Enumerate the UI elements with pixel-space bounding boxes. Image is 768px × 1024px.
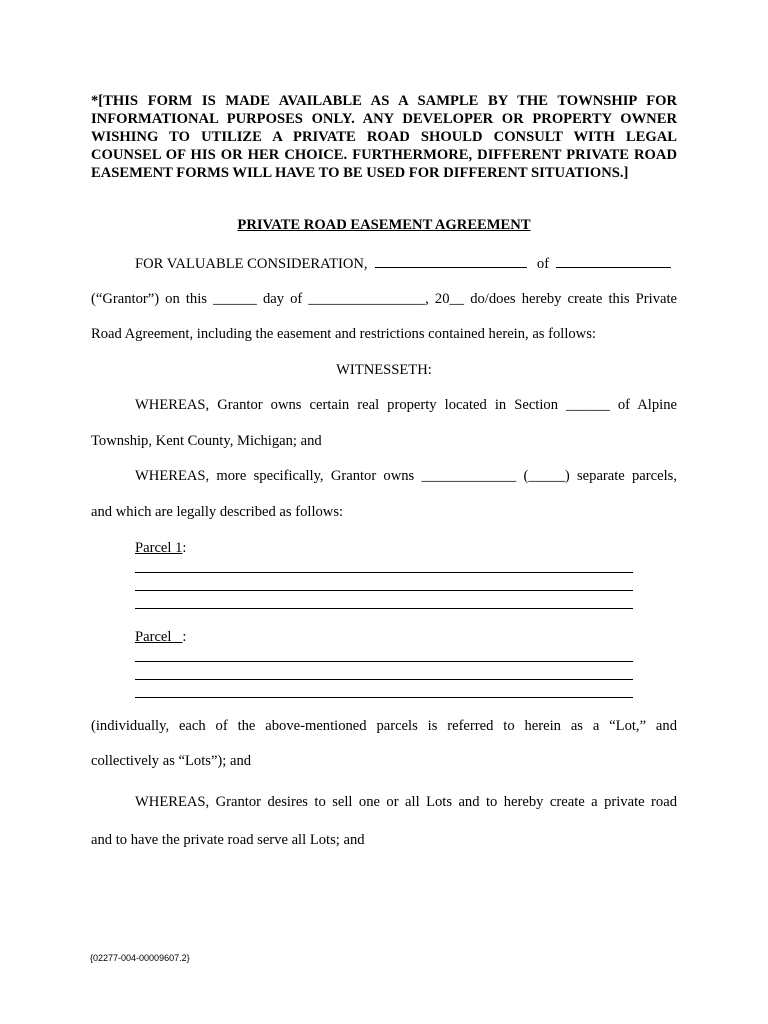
whereas-parcels-line-cont: and which are legally described as follows: — [91, 504, 344, 520]
parcel-2-label — [135, 629, 186, 646]
grantor-address-blank — [556, 255, 671, 268]
consideration-lead: FOR VALUABLE CONSIDERATION, — [135, 256, 368, 272]
parcel-2-description-line — [135, 679, 633, 680]
parcel-1-name: Parcel 1 — [135, 540, 183, 556]
grantor-name-blank — [375, 255, 527, 268]
witnesseth-heading: WITNESSETH: — [336, 362, 432, 378]
parcel-2-description-line — [135, 697, 633, 698]
document-reference-footer: {02277-004-00009607.2} — [90, 953, 190, 963]
parcel-1-description-line — [135, 608, 633, 609]
consideration-line — [135, 255, 671, 273]
parcel-2-description-line — [135, 661, 633, 662]
lots-definition-line-cont: collectively as “Lots”); and — [91, 753, 252, 769]
whereas-section-line: WHEREAS, Grantor owns certain real property located in Section ______ of Alpine — [135, 397, 677, 413]
whereas-private-road-line-cont: and to have the private road serve all Lots; and — [91, 832, 365, 848]
parcel-1-description-line — [135, 590, 633, 591]
sample-form-notice: *[THIS FORM IS MADE AVAILABLE AS A SAMPLE BY THE TOWNSHIP FOR INFORMATIONAL PURPOSES ONLY. ANY DEVELOPER OR PROPERTY OWNER WISHING TO UTILIZE A PRIVATE ROAD SHOULD CONSULT WITH LEGAL COUNSEL OF HIS OR HER CHOICE. FURTHERMORE, DIFFERENT PRIVATE ROAD EASEMENT FORMS WILL HAVE TO BE USED FOR DIFFERENT SITUATIONS.] — [91, 93, 677, 181]
grantor-date-line-cont: Road Agreement, including the easement and restrictions contained herein, as follows: — [91, 326, 596, 342]
document-title: PRIVATE ROAD EASEMENT AGREEMENT — [237, 217, 531, 233]
grantor-date-line: (“Grantor”) on this ______ day of ________________, 20__ do/does hereby create this Private — [91, 291, 677, 307]
parcel-2-name: Parcel — [135, 629, 183, 645]
parcel-1-label — [135, 540, 186, 557]
parcel-1-colon: : — [182, 540, 187, 556]
lots-definition-line: (individually, each of the above-mentioned parcels is referred to herein as a “Lot,” and — [91, 718, 677, 734]
parcel-1-description-line — [135, 572, 633, 573]
parcel-2-colon: : — [182, 629, 187, 645]
consideration-of: of — [536, 256, 550, 272]
whereas-section-line-cont: Township, Kent County, Michigan; and — [91, 433, 322, 449]
whereas-private-road-line: WHEREAS, Grantor desires to sell one or all Lots and to hereby create a private road — [135, 794, 677, 810]
whereas-parcels-line: WHEREAS, more specifically, Grantor owns _____________ (_____) separate parcels, — [135, 468, 677, 484]
